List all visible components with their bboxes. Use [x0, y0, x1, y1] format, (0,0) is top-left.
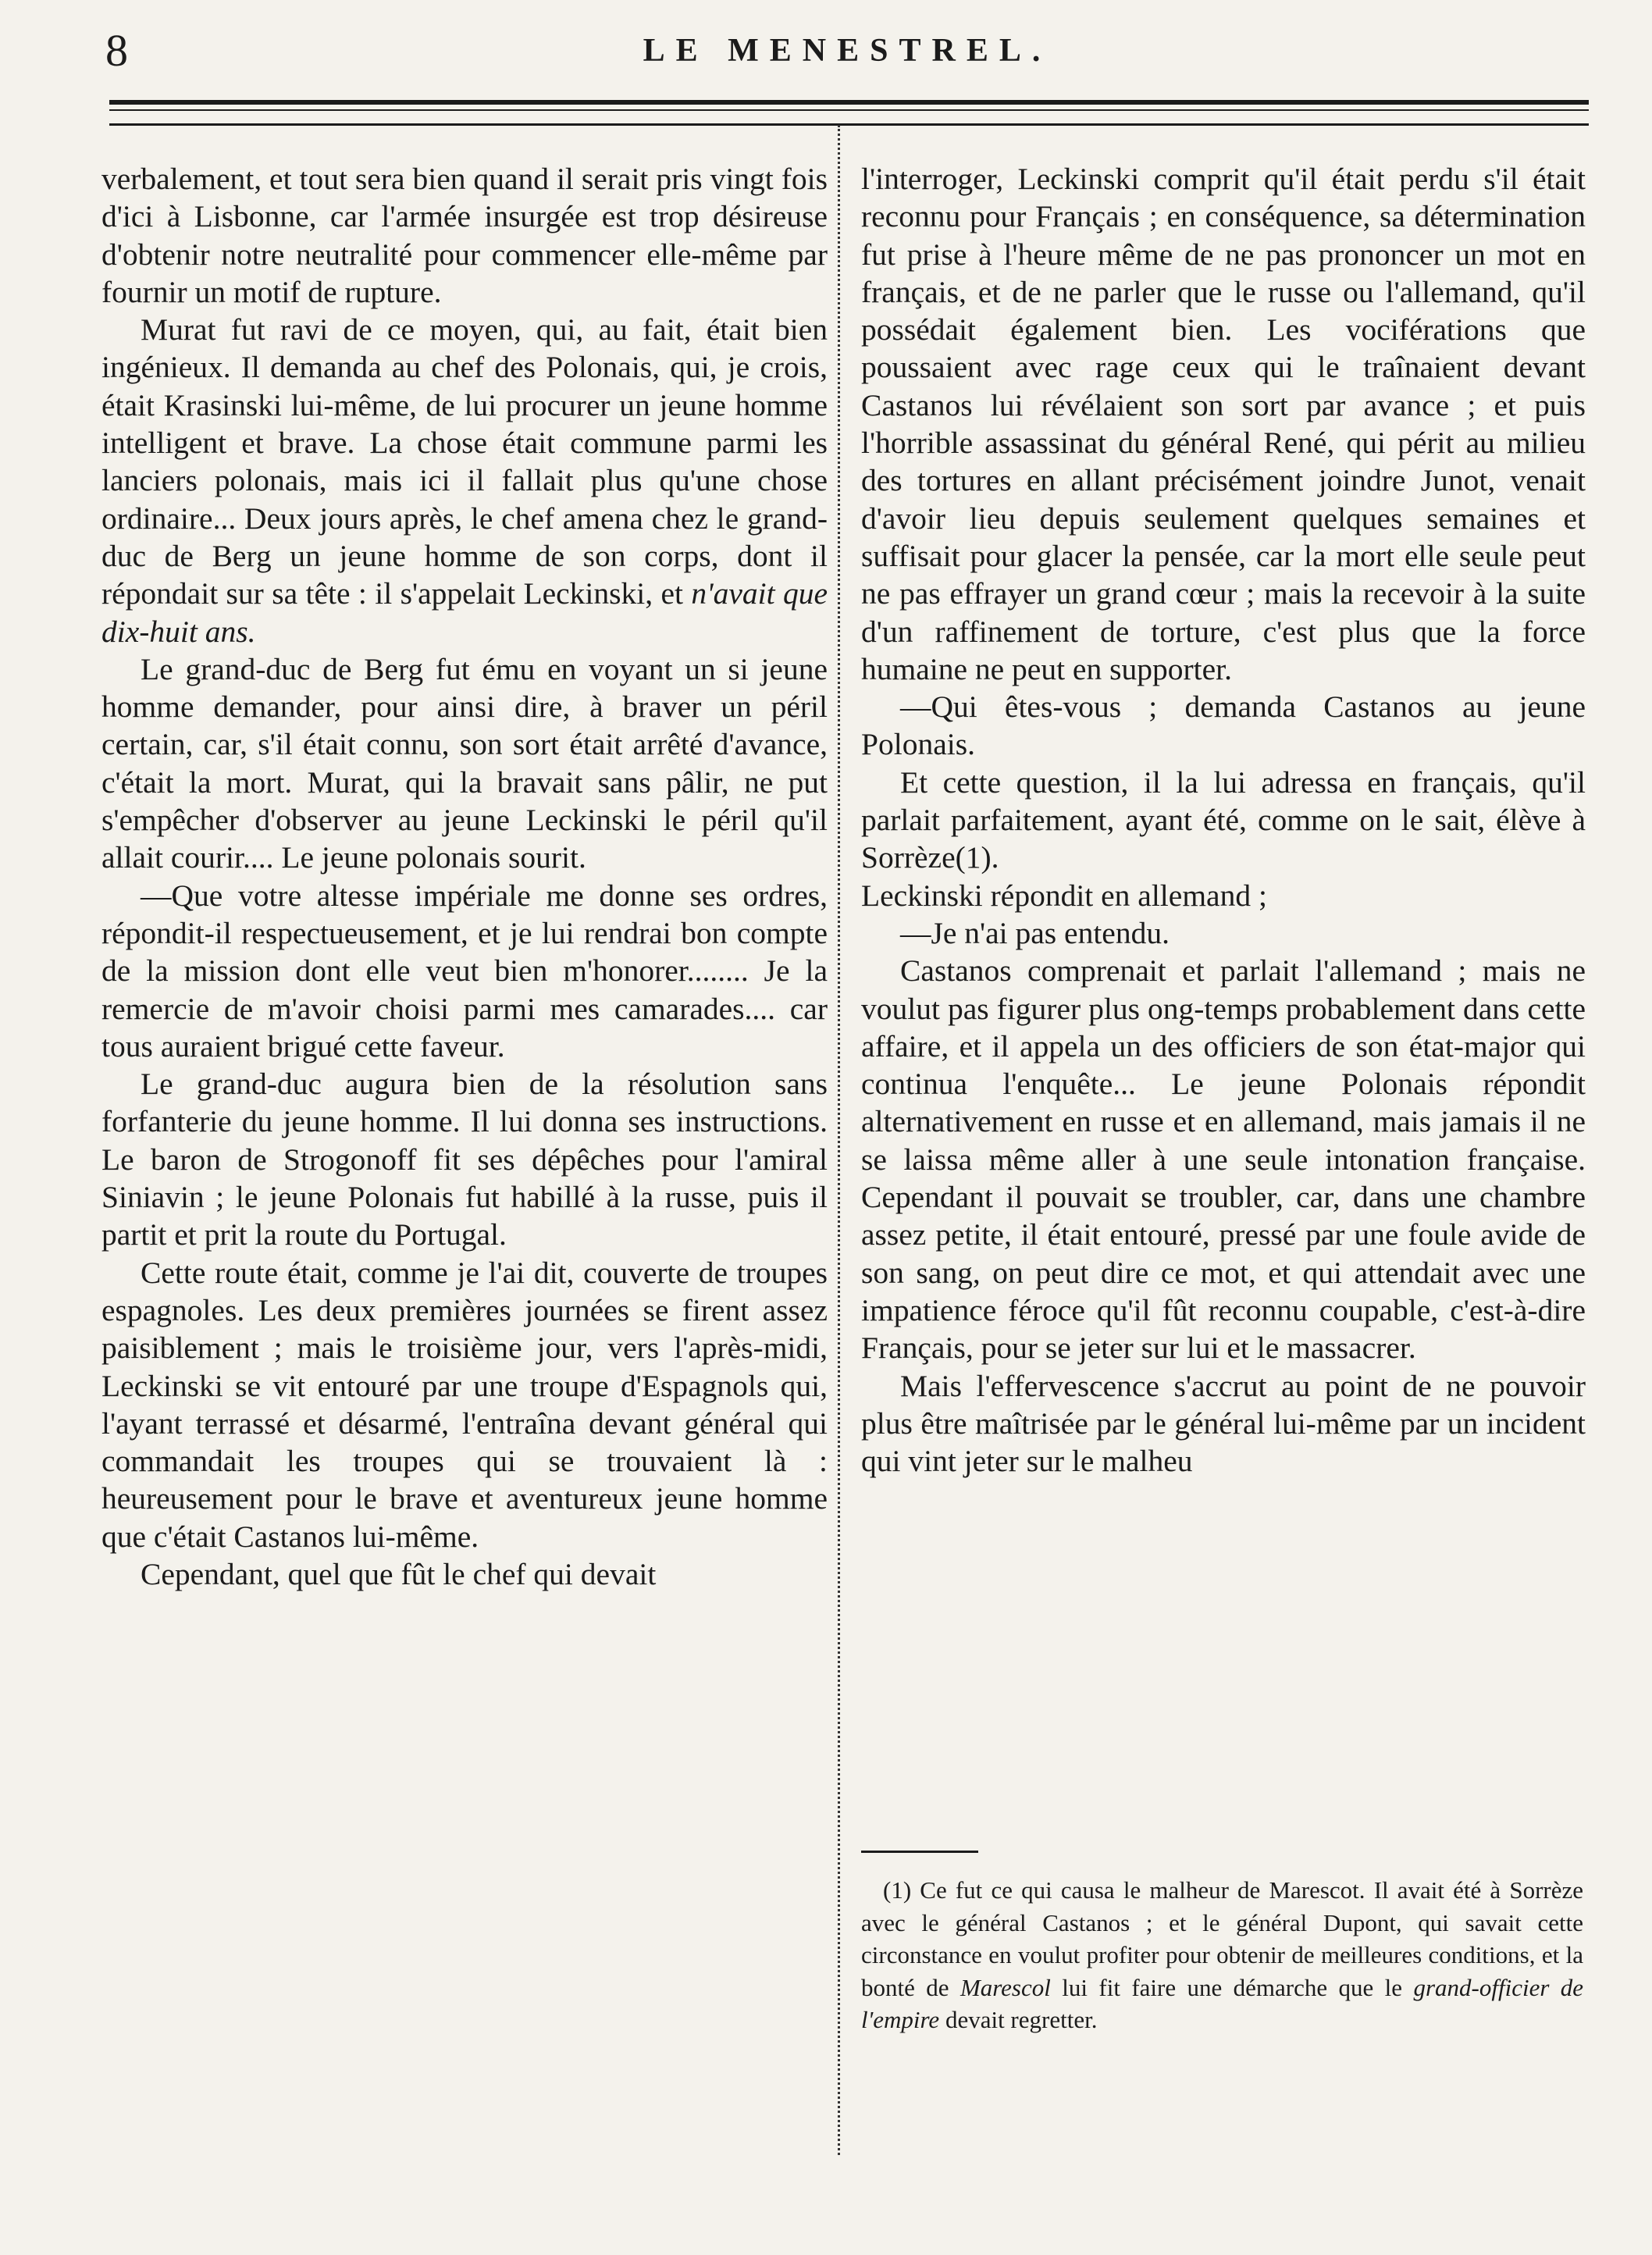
footnote-rule [861, 1851, 978, 1853]
left-column [101, 160, 828, 1593]
left-paragraph-3: Le grand-duc de Berg fut ému en voyant un si jeune homme demander, pour ainsi dire, à braver un péril certain, car, s'il était connu, son sort était arrêté d'avance, c'était la mort. Murat, qui la bravait sans pâlir, ne put s'empêcher d'observer au jeune Leckinski le péril qu'il allait courir.... Le jeune polonais sourit. [101, 651, 828, 875]
page-number: 8 [105, 25, 128, 76]
right-paragraph-4: Leckinski répondit en allemand ; [861, 878, 1267, 913]
footnote [861, 1874, 1583, 2036]
right-paragraph-6: Castanos comprenait et parlait l'allemand ; mais ne voulut pas figurer plus ong-temps probablement dans cette affaire, et il appela un des officiers de son état-major qui continua l'enquête... Le jeune Polonais répondit alternativement en russe et en allemand, mais jamais il ne se laissa même aller à une seule intonation française. Cependant il pouvait se troubler, car, dans une chambre assez petite, il était entouré, pressé par une foule avide de son sang, on peut dire ce mot, et qui attendait avec une impatience féroce qu'il fût reconnu coupable, c'est-à-dire Français, pour se jeter sur lui et le massacrer. [861, 953, 1586, 1366]
footnote-text-c: devait regretter. [945, 2006, 1098, 2033]
header-rule-thick [109, 100, 1589, 105]
left-paragraph-5: Le grand-duc augura bien de la résolution sans forfanterie du jeune homme. Il lui donna ses instructions. Le baron de Strogonoff fit ses dépêches pour l'amiral Siniavin ; le jeune Polonais fut habillé à la russe, puis il partit et prit la route du Portugal. [101, 1067, 828, 1252]
left-paragraph-4: —Que votre altesse impériale me donne ses ordres, répondit-il respectueusement, et je lui rendrai bon compte de la mission dont elle veut bien m'honorer........ Je la remercie de m'avoir choisi parmi mes camarades.... car tous auraient brigué cette faveur. [101, 878, 828, 1063]
footnote-text-a: (1) Ce fut ce qui causa le malheur de Marescot. Il avait été à Sorrèze avec le général Castanos ; et le général Dupont, qui savait cette circonstance en voulut profiter pour obtenir de meilleures conditions, et la bonté de [861, 1876, 1583, 2001]
left-paragraph-6: Cette route était, comme je l'ai dit, couverte de troupes espagnoles. Les deux premières journées se firent assez paisiblement ; mais le troisième jour, vers l'après-midi, Leckinski se vit entouré par une troupe d'Espagnols qui, l'ayant terrassé et désarmé, l'entraîna devant général qui commandait les troupes qui se trouvaient là : heureusement pour le brave et aventureux jeune homme que c'était Castanos lui-même. [101, 1255, 828, 1554]
left-paragraph-1: verbalement, et tout sera bien quand il serait pris vingt fois d'ici à Lisbonne, car l'armée insurgée est trop désireuse d'obtenir notre neutralité pour commencer elle-même par fournir un motif de rupture. [101, 162, 828, 309]
right-paragraph-1: l'interroger, Leckinski comprit qu'il était perdu s'il était reconnu pour Français ; en conséquence, sa détermination fut prise à l'heure même de ne pas prononcer un mot en français, et de ne parler que le russe ou l'allemand, qu'il possédait également bien. Les vociférations que poussaient avec rage ceux qui le traînaient devant Castanos lui révélaient son sort par avance ; et puis l'horrible assassinat du général René, qui périt au milieu des tortures en allant précisément joindre Junot, venait d'avoir lieu depuis seulement quelques semaines et suffisait pour glacer la pensée, car la mort elle seule peut ne pas effrayer un grand cœur ; mais la recevoir à la suite d'un raffinement de torture, c'est plus que la force humaine ne peut en supporter. [861, 162, 1586, 686]
header-rule-lower [109, 123, 1589, 126]
right-paragraph-5: —Je n'ai pas entendu. [900, 915, 1170, 950]
footnote-italic-a: Marescol [960, 1973, 1051, 2001]
left-paragraph-2-italic: n'avait que dix-huit ans. [101, 576, 828, 649]
footnote-italic-b: grand-officier de l'empire [861, 1973, 1584, 2033]
footnote-paragraph [861, 1874, 1583, 2036]
right-paragraph-7: Mais l'effervescence s'accrut au point de ne pouvoir plus être maîtrisée par le général lui-même par un incident qui vint jeter sur le malheu [861, 1368, 1586, 1479]
journal-title: LE MENESTREL. [643, 33, 1052, 69]
column-divider [838, 125, 840, 2155]
left-paragraph-2-text: Murat fut ravi de ce moyen, qui, au fait, était bien ingénieux. Il demanda au chef des Polonais, qui, je crois, était Krasinski lui-même, de lui procurer un jeune homme intelligent et brave. La chose était commune parmi les lanciers polonais, mais ici il fallait plus qu'une chose ordinaire... Deux jours après, le chef amena chez le grand-duc de Berg un jeune homme de son corps, dont il répondait sur sa tête : il s'appelait Leckinski, et [101, 312, 828, 611]
page-header [105, 23, 1589, 78]
left-paragraph-2 [101, 311, 828, 650]
header-rule-thin [109, 109, 1589, 111]
right-paragraph-2: —Qui êtes-vous ; demanda Castanos au jeune Polonais. [861, 689, 1586, 762]
right-column [861, 160, 1586, 1480]
right-paragraph-3: Et cette question, il la lui adressa en français, qu'il parlait parfaitement, ayant été, comme on le sait, élève à Sorrèze(1). [861, 764, 1586, 875]
left-paragraph-7: Cependant, quel que fût le chef qui devait [141, 1556, 657, 1591]
footnote-text-b: lui fit faire une démarche que le [1062, 1973, 1403, 2001]
